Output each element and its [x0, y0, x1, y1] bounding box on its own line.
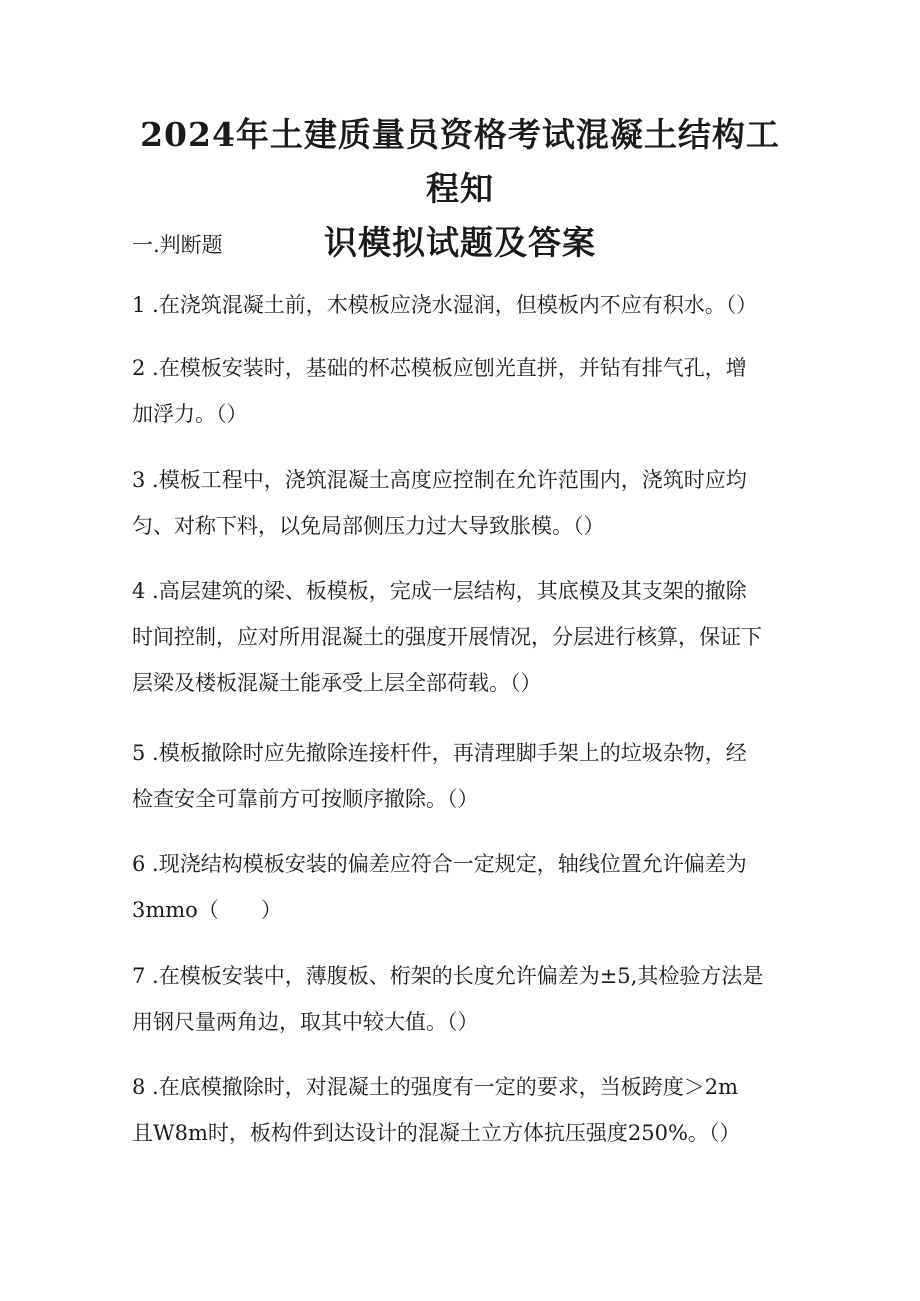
- question-line: 2 .在模板安装时，基础的杯芯模板应刨光直拼，并钻有排气孔，增: [132, 356, 747, 380]
- question-3: [132, 457, 782, 549]
- question-7: [132, 953, 782, 1045]
- question-line: 检查安全可靠前方可按顺序撤除。（）: [132, 787, 479, 811]
- question-2: [132, 345, 782, 437]
- question-line: 3mmo（ ）: [132, 898, 282, 922]
- question-8: [132, 1064, 782, 1156]
- title-line-1: 2024年土建质量员资格考试混凝土结构工程知: [140, 115, 780, 208]
- question-line: 且W8m时，板构件到达设计的混凝土立方体抗压强度250%。（）: [132, 1121, 741, 1145]
- question-1: [132, 282, 782, 328]
- question-line: 8 .在底模撤除时，对混凝土的强度有一定的要求，当板跨度＞2m: [132, 1075, 738, 1099]
- question-line: 5 .模板撤除时应先撤除连接杆件，再清理脚手架上的垃圾杂物，经: [132, 741, 747, 765]
- question-4: [132, 568, 782, 706]
- question-line: 3 .模板工程中，浇筑混凝土高度应控制在允许范围内，浇筑时应均: [132, 468, 747, 492]
- question-line: 7 .在模板安装中，薄腹板、桁架的长度允许偏差为±5,其检验方法是: [132, 964, 764, 988]
- section-heading: 一.判断题: [132, 233, 223, 257]
- title-line-2: 识模拟试题及答案: [324, 223, 596, 262]
- question-6: [132, 841, 782, 933]
- question-line: 匀、对称下料，以免局部侧压力过大导致胀模。（）: [132, 514, 605, 538]
- question-5: [132, 730, 782, 822]
- document-title: [130, 108, 790, 270]
- question-line: 用钢尺量两角边，取其中较大值。（）: [132, 1010, 479, 1034]
- question-line: 4 .高层建筑的梁、板模板，完成一层结构，其底模及其支架的撤除: [132, 579, 747, 603]
- question-line: 时间控制，应对所用混凝土的强度开展情况，分层进行核算，保证下: [132, 625, 762, 649]
- question-line: 1 .在浇筑混凝土前，木模板应浇水湿润，但模板内不应有积水。（）: [132, 293, 758, 317]
- question-line: 6 .现浇结构模板安装的偏差应符合一定规定，轴线位置允许偏差为: [132, 852, 747, 876]
- question-line: 层梁及楼板混凝土能承受上层全部荷载。（）: [132, 671, 542, 695]
- question-line: 加浮力。（）: [132, 402, 248, 426]
